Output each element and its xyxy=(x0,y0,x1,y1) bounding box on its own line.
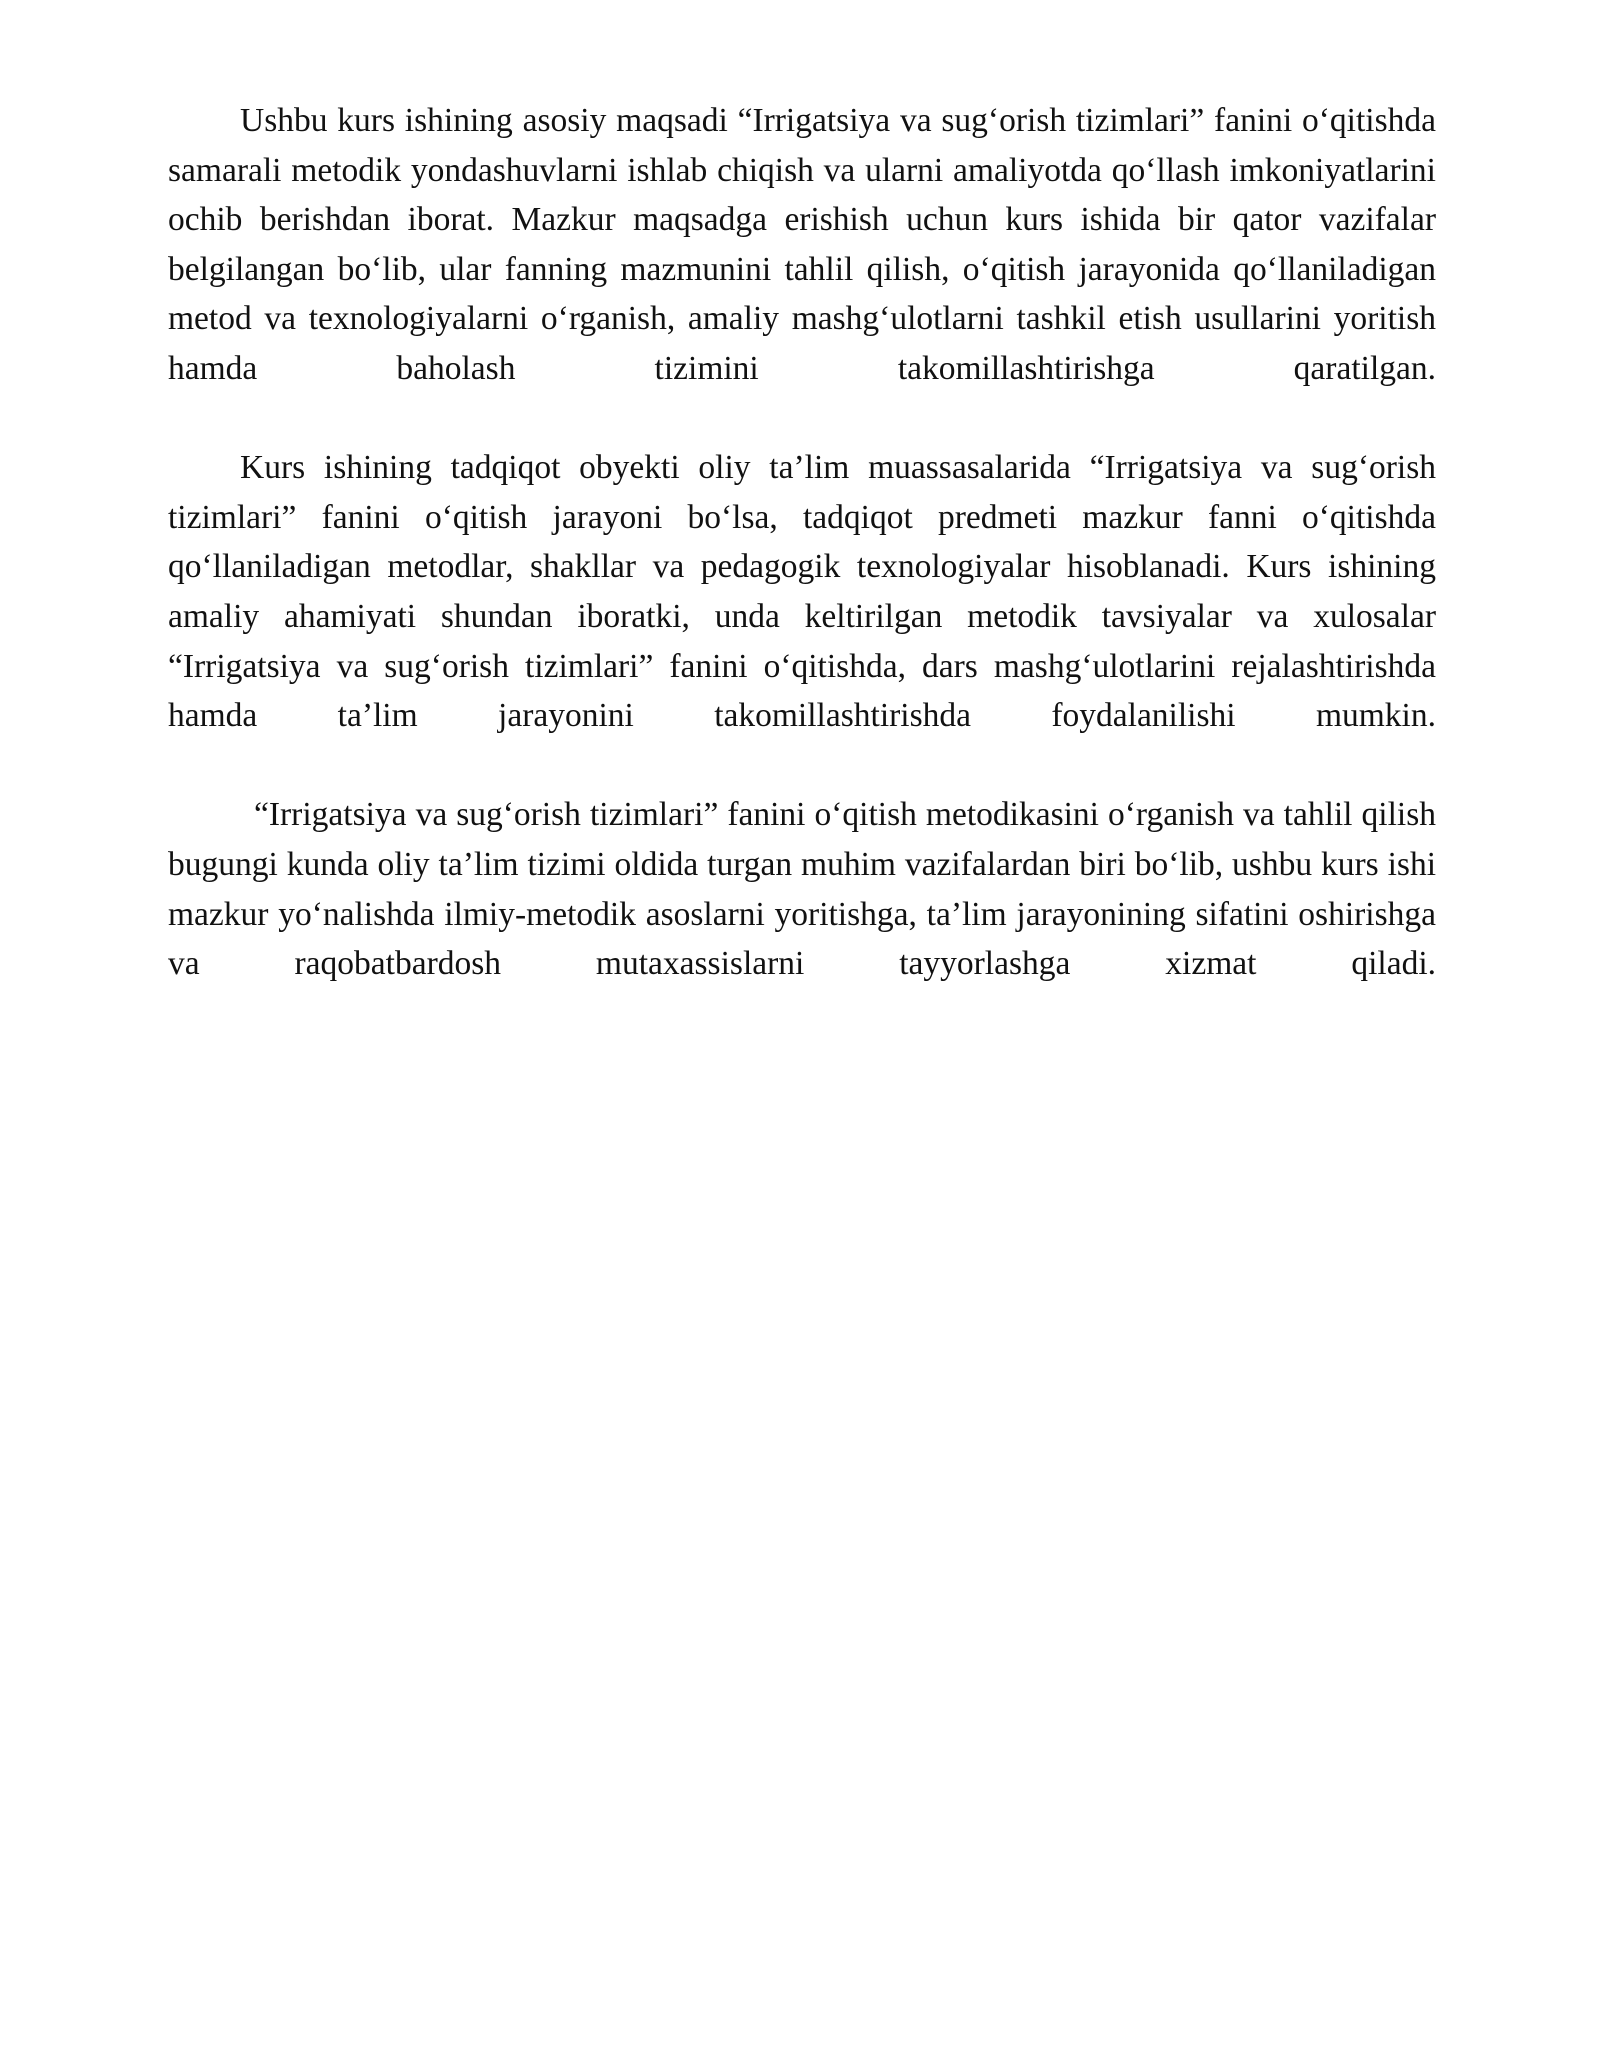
paragraph-objective: Ushbu kurs ishining asosiy maqsadi “Irrigatsiya va sug‘orish tizimlari” fanini o‘qitishda samarali metodik yondashuvlarni ishlab chiqish va ularni amaliyotda qo‘llash imkoniyatlarini ochib berishdan iborat. Mazkur maqsadga erishish uchun kurs ishida bir qator vazifalar belgilangan bo‘lib, ular fanning mazmunini tahlil qilish, o‘qitish jarayonida qo‘llaniladigan metod va texnologiyalarni o‘rganish, amaliy mashg‘ulotlarni tashkil etish usullarini yoritish hamda baholash tizimini takomillashtirishga qaratilgan. xyxy=(168,102,1436,387)
paragraph-conclusion: “Irrigatsiya va sug‘orish tizimlari” fanini o‘qitish metodikasini o‘rganish va tahlil qilish bugungi kunda oliy ta’lim tizimi oldida turgan muhim vazifalardan biri bo‘lib, ushbu kurs ishi mazkur yo‘nalishda ilmiy-metodik asoslarni yoritishga, ta’lim jarayonining sifatini oshirishga va raqobatbardosh mutaxassislarni tayyorlashga xizmat qiladi. xyxy=(168,796,1436,983)
paragraph-object-subject: Kurs ishining tadqiqot obyekti oliy ta’lim muassasalarida “Irrigatsiya va sug‘orish tizimlari” fanini o‘qitish jarayoni bo‘lsa, tadqiqot predmeti mazkur fanni o‘qitishda qo‘llaniladigan metodlar, shakllar va pedagogik texnologiyalar hisoblanadi. Kurs ishining amaliy ahamiyati shundan iboratki, unda keltirilgan metodik tavsiyalar va xulosalar “Irrigatsiya va sug‘orish tizimlari” fanini o‘qitishda, dars mashg‘ulotlarini rejalashtirishda hamda ta’lim jarayonini takomillashtirishda foydalanilishi mumkin. xyxy=(168,449,1436,735)
document-text-body xyxy=(168,96,1436,1038)
